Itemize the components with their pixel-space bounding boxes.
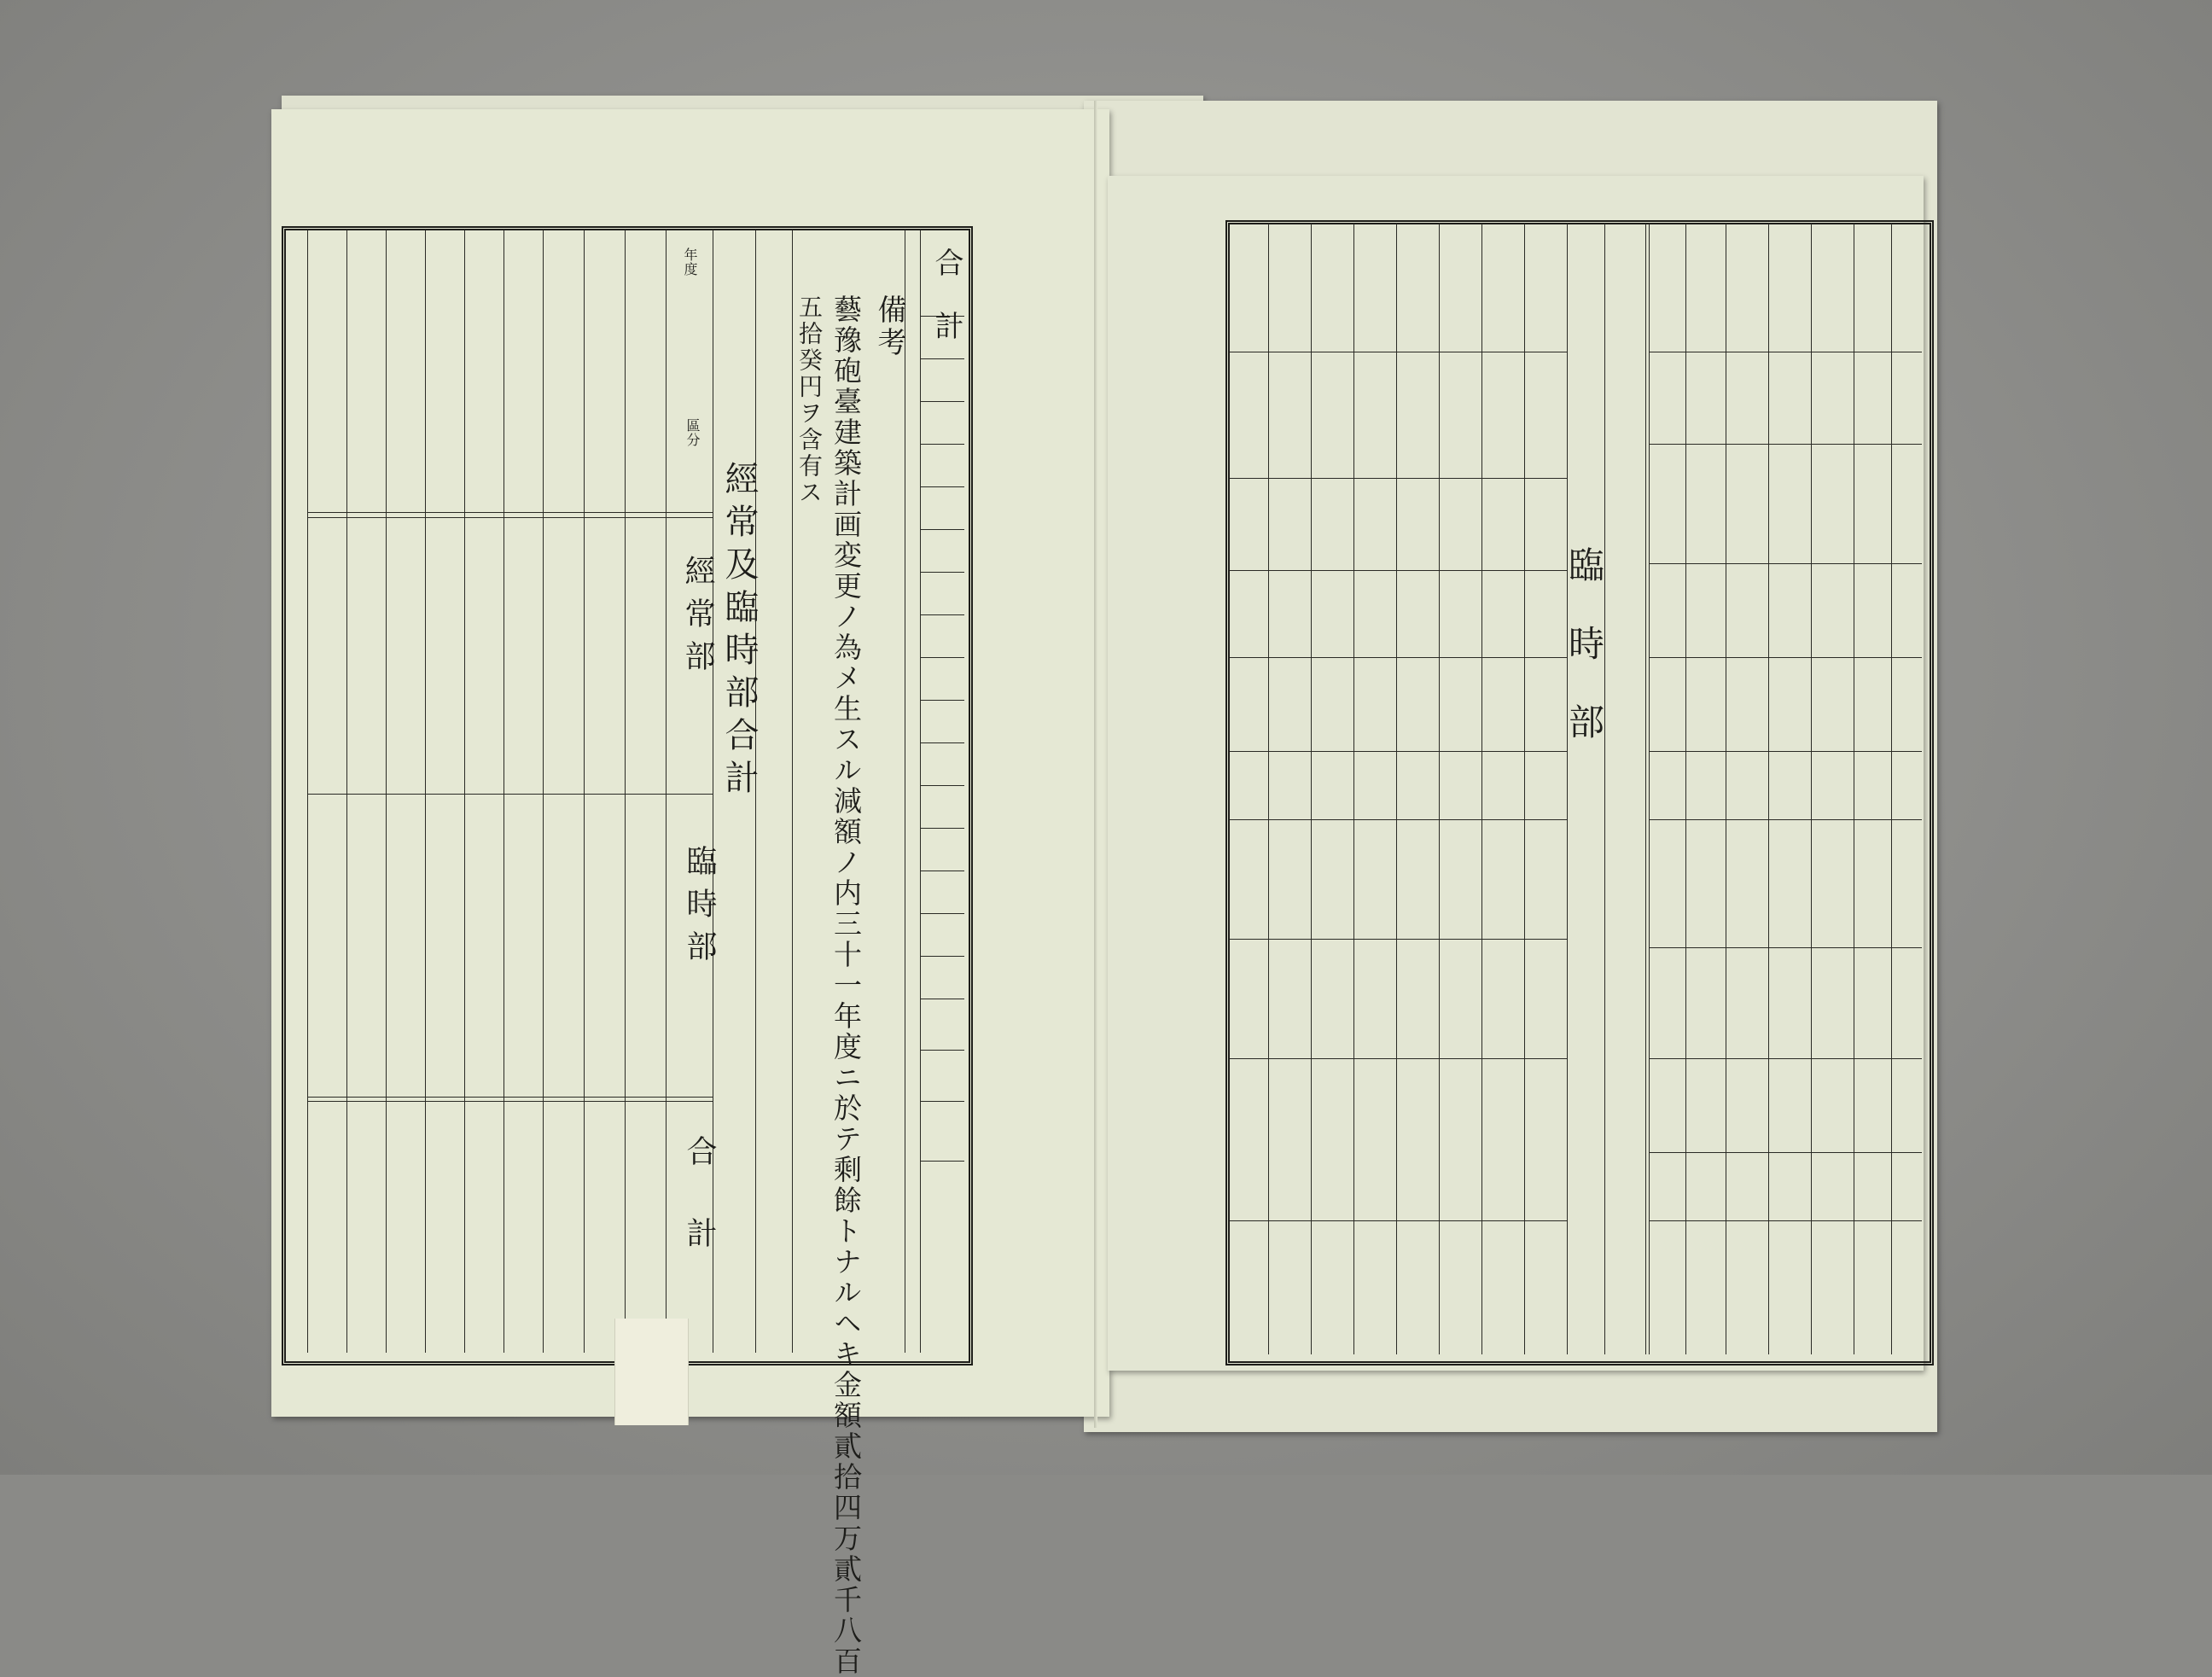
grid-vline bbox=[1604, 224, 1605, 1354]
grid-hline bbox=[920, 401, 964, 402]
grid-vline bbox=[1649, 224, 1650, 1354]
grid-hline bbox=[1230, 570, 1567, 571]
grid-vline bbox=[1311, 224, 1312, 1354]
grid-vline bbox=[1891, 224, 1892, 1354]
remarks-line-2: 五拾癸円ヲ含有ス bbox=[795, 294, 824, 506]
grid-vline bbox=[625, 794, 626, 1353]
right-section-title: 臨時部 bbox=[1563, 546, 1605, 782]
grid-hline bbox=[920, 785, 964, 786]
grid-vline bbox=[543, 794, 544, 1353]
left-corner-year: 年度 bbox=[682, 247, 698, 277]
grid-hline bbox=[1230, 657, 1567, 658]
binding-crease bbox=[1094, 101, 1097, 1428]
grid-hline bbox=[1230, 1220, 1567, 1221]
grid-vline bbox=[1353, 224, 1354, 1354]
grid-hline bbox=[307, 1097, 713, 1098]
grid-hline bbox=[920, 572, 964, 573]
grid-hline bbox=[307, 517, 713, 518]
grid-hline bbox=[1649, 563, 1922, 564]
grid-vline bbox=[666, 794, 667, 1353]
grid-vline bbox=[386, 794, 387, 1353]
grid-hline bbox=[920, 657, 964, 658]
grid-vline bbox=[1524, 224, 1525, 1354]
grid-vline bbox=[920, 230, 921, 1353]
grid-hline bbox=[1649, 1058, 1922, 1059]
grand-total-heading: 合計 bbox=[682, 1135, 717, 1299]
grid-hline bbox=[920, 486, 964, 487]
grid-hline bbox=[1649, 947, 1922, 948]
grid-vline bbox=[1268, 224, 1269, 1354]
grid-hline bbox=[920, 614, 964, 615]
grid-hline bbox=[920, 1050, 964, 1051]
grid-vline bbox=[1685, 224, 1686, 1354]
grid-hline bbox=[1230, 751, 1567, 752]
grid-hline bbox=[307, 1101, 713, 1102]
grid-hline bbox=[920, 1161, 964, 1162]
grid-vline bbox=[1645, 224, 1646, 1354]
left-section-title: 經常及臨時部合計 bbox=[719, 461, 759, 802]
grid-hline bbox=[1649, 819, 1922, 820]
grid-hline bbox=[920, 913, 964, 914]
right-table-frame bbox=[1225, 220, 1934, 1365]
grid-hline bbox=[1230, 478, 1567, 479]
grid-hline bbox=[920, 444, 964, 445]
grid-hline bbox=[920, 742, 964, 743]
grid-vline bbox=[346, 794, 347, 1353]
ordinary-heading: 經常部 bbox=[680, 555, 715, 683]
total-column-label: 合計 bbox=[929, 247, 963, 374]
grid-hline bbox=[1649, 657, 1922, 658]
remarks-heading: 備考 bbox=[872, 294, 906, 359]
grid-vline bbox=[425, 794, 426, 1353]
grid-hline bbox=[307, 794, 713, 795]
grid-hline bbox=[1649, 751, 1922, 752]
grid-vline bbox=[1567, 224, 1568, 1354]
grid-hline bbox=[920, 1101, 964, 1102]
grid-vline bbox=[464, 794, 465, 1353]
grid-vline bbox=[1439, 224, 1440, 1354]
grid-hline bbox=[920, 828, 964, 829]
grid-vline bbox=[1396, 224, 1397, 1354]
grid-hline bbox=[1649, 1152, 1922, 1153]
grid-hline bbox=[920, 700, 964, 701]
remarks-line-1: 藝豫砲臺建築計画変更ノ為メ生スル減額ノ内三十一年度ニ於テ剩餘トナルヘキ金額貳拾四万貳千八百 bbox=[830, 294, 863, 1677]
extra-heading: 臨時部 bbox=[682, 845, 717, 973]
grid-hline bbox=[1230, 819, 1567, 820]
grid-hline bbox=[1230, 939, 1567, 940]
grid-vline bbox=[1481, 224, 1482, 1354]
grid-vline bbox=[1811, 224, 1812, 1354]
grid-hline bbox=[1649, 444, 1922, 445]
left-corner-division: 區分 bbox=[684, 418, 701, 447]
grid-hline bbox=[307, 512, 713, 513]
paper-tape bbox=[614, 1319, 689, 1425]
grid-vline bbox=[584, 794, 585, 1353]
grid-hline bbox=[920, 529, 964, 530]
grid-vline bbox=[307, 794, 308, 1353]
grid-hline bbox=[1230, 1058, 1567, 1059]
grid-vline bbox=[1768, 224, 1769, 1354]
grid-hline bbox=[1649, 1220, 1922, 1221]
grid-hline bbox=[920, 956, 964, 957]
